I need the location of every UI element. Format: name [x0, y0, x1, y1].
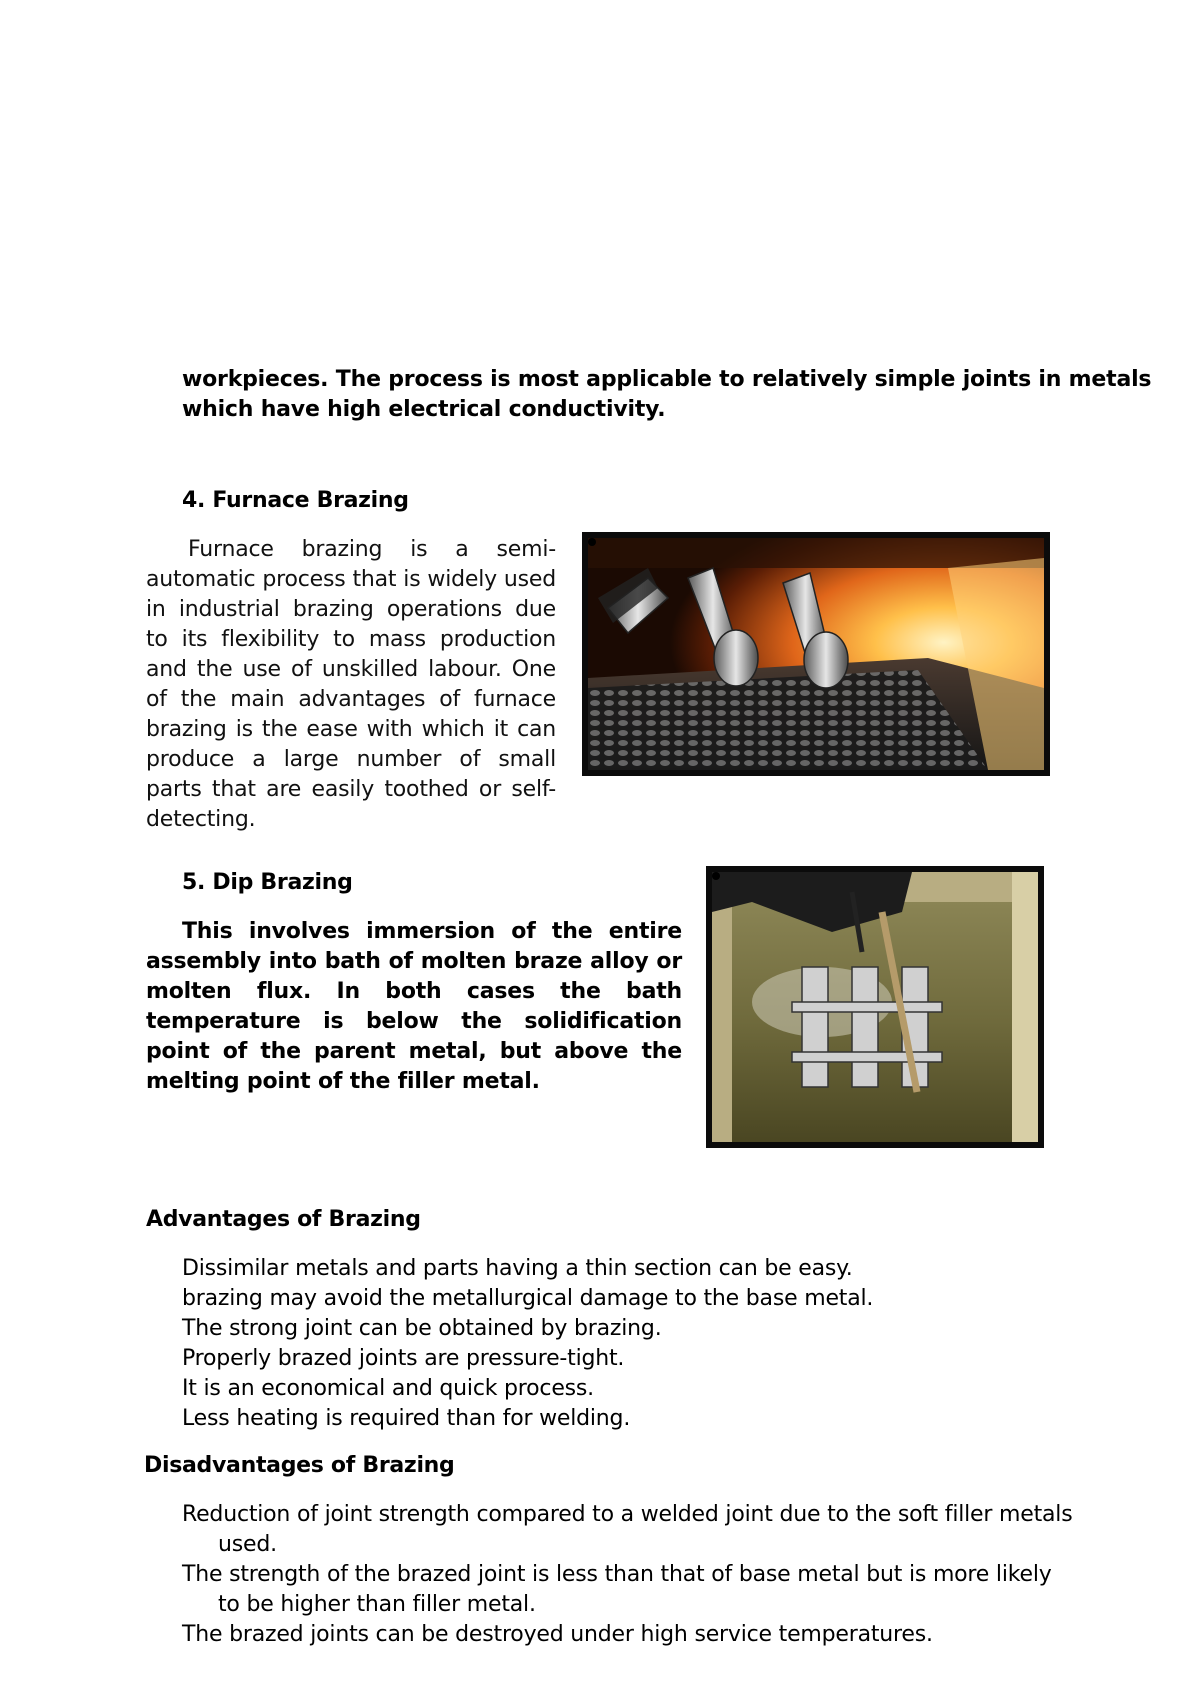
- disadvantages-list: [182, 1500, 1073, 1650]
- intro-line-1: workpieces. The process is most applicable to relatively simple joints in metals: [182, 367, 1152, 392]
- list-item: Reduction of joint strength compared to a welded joint due to the soft filler metals used.: [182, 1502, 1073, 1557]
- advantages-list: [182, 1254, 1082, 1434]
- list-item: The brazed joints can be destroyed under high service temperatures.: [182, 1622, 933, 1647]
- list-item: Properly brazed joints are pressure-tight.: [182, 1346, 625, 1371]
- list-item: brazing may avoid the metallurgical damage to the base metal.: [182, 1286, 874, 1311]
- furnace-brazing-heading: 4. Furnace Brazing: [182, 488, 409, 513]
- list-item: The strength of the brazed joint is less than that of base metal but is more likely to be higher than filler metal.: [182, 1562, 1052, 1617]
- furnace-brazing-photo: [582, 532, 1050, 776]
- advantages-heading: Advantages of Brazing: [146, 1207, 421, 1232]
- list-item: It is an economical and quick process.: [182, 1376, 594, 1401]
- list-item: Dissimilar metals and parts having a thin section can be easy.: [182, 1256, 853, 1281]
- dip-image: [712, 872, 1038, 1142]
- disadvantages-heading: Disadvantages of Brazing: [144, 1453, 455, 1478]
- dip-brazing-photo: [706, 866, 1044, 1148]
- intro-line-2: which have high electrical conductivity.: [182, 397, 666, 422]
- list-item: The strong joint can be obtained by brazing.: [182, 1316, 662, 1341]
- dip-brazing-heading: 5. Dip Brazing: [182, 870, 353, 895]
- dip-brazing-paragraph: This involves immersion of the entire assembly into bath of molten braze alloy or molten flux. In both cases the bath temperature is below the solidification point of the parent metal, but above the melting point of the filler metal.: [146, 919, 682, 1094]
- furnace-image: [588, 538, 1044, 770]
- furnace-brazing-paragraph: Furnace brazing is a semi-automatic process that is widely used in industrial brazing operations due to its flexibility to mass production and the use of unskilled labour. One of the main advantages of furnace brazing is the ease with which it can produce a large number of small parts that are easily toothed or self-detecting.: [146, 537, 556, 832]
- list-item: Less heating is required than for welding.: [182, 1406, 631, 1431]
